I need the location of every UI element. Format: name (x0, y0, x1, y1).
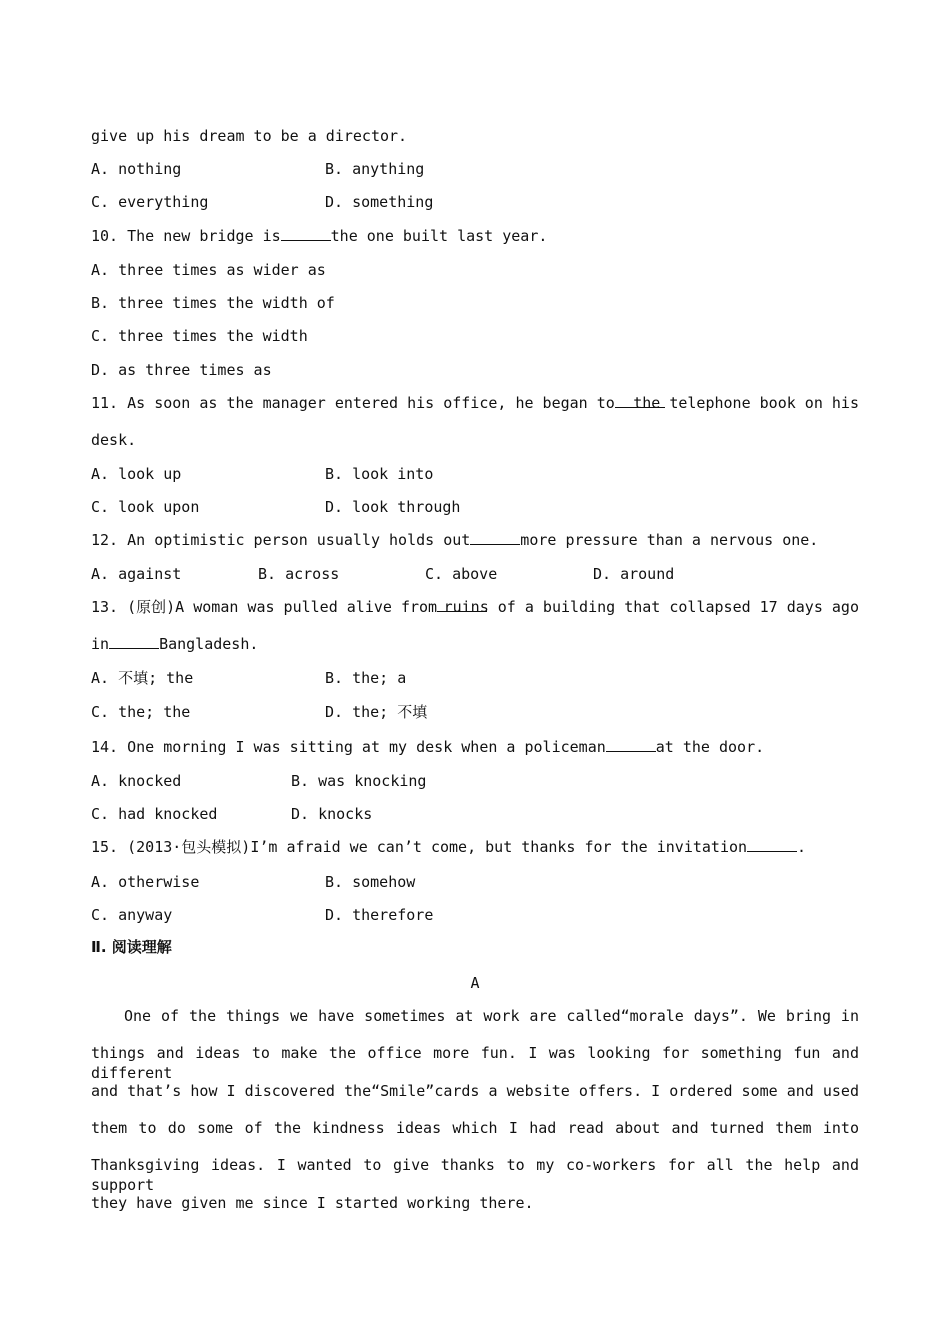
q9-options-row-1 (91, 159, 859, 179)
q13-option-b: B. the; a (325, 669, 407, 687)
q9-option-a: A. nothing (91, 160, 182, 178)
q10-stem-part-2: the one built last year. (330, 227, 548, 245)
q12-option-d: D. around (593, 565, 675, 583)
q12-options-row (91, 564, 859, 584)
q10-stem-part-1: 10. The new bridge is (91, 227, 281, 245)
q12-stem-part-1: 12. An optimistic person usually holds out (91, 531, 471, 549)
q12-stem-part-2: more pressure than a nervous one. (520, 531, 819, 549)
q12-stem (91, 530, 818, 550)
passage-line-3: and that’s how I discovered the“Smile”cards a website offers. I ordered some and used (91, 1082, 859, 1100)
q15-option-c: C. anyway (91, 906, 173, 924)
q14-option-b: B. was knocking (291, 772, 427, 790)
q10-option-d: D. as three times as (91, 361, 272, 379)
q10-answer-blank (281, 226, 331, 241)
q15-option-b: B. somehow (325, 873, 416, 891)
q11-option-a: A. look up (91, 465, 182, 483)
q11-stem-line-2: desk. (91, 431, 137, 449)
section-heading: Ⅱ. 阅读理解 (91, 938, 172, 956)
q11-stem-line-1 (91, 393, 859, 413)
passage-line-6: they have given me since I started working there. (91, 1194, 534, 1212)
passage-line-5: Thanksgiving ideas. I wanted to give thanks to my co-workers for all the help and support (91, 1156, 859, 1194)
q15-options-row-1 (91, 872, 859, 892)
q12-option-a: A. against (91, 565, 182, 583)
q11-option-b: B. look into (325, 465, 434, 483)
q11-option-d: D. look through (325, 498, 461, 516)
q9-option-c: C. everything (91, 193, 209, 211)
q13-stem-part-3: in (91, 635, 110, 653)
q11-options-row-1 (91, 464, 859, 484)
q13-stem-part-1: 13. (原创)A woman was pulled alive from (91, 598, 438, 616)
q10-option-b: B. three times the width of (91, 294, 335, 312)
q11-stem-part-2: the telephone book on his (633, 394, 859, 412)
q15-stem-part-2: . (797, 838, 807, 856)
q14-options-row-2 (91, 804, 859, 824)
q13-options-row-1 (91, 668, 859, 688)
q14-answer-blank (606, 737, 656, 752)
q15-option-d: D. therefore (325, 906, 434, 924)
q10-stem (91, 226, 547, 246)
q13-stem-part-2: ruins of a building that collapsed 17 days ago (443, 598, 859, 616)
q9-stem: give up his dream to be a director. (91, 127, 408, 145)
q14-options-row-1 (91, 771, 859, 791)
passage-line-2: things and ideas to make the office more fun. I was looking for something fun and different (91, 1044, 859, 1082)
q9-option-b: B. anything (325, 160, 425, 178)
q12-option-c: C. above (425, 565, 498, 583)
q12-answer-blank (470, 530, 520, 545)
q14-stem-part-1: 14. One morning I was sitting at my desk when a policeman (91, 738, 606, 756)
q11-option-c: C. look upon (91, 498, 200, 516)
q9-option-d: D. something (325, 193, 434, 211)
q10-option-a: A. three times as wider as (91, 261, 326, 279)
q11-stem-part-1: 11. As soon as the manager entered his office, he began to (91, 394, 615, 412)
q13-options-row-2 (91, 702, 859, 722)
q15-answer-blank (747, 837, 797, 852)
q14-option-a: A. knocked (91, 772, 182, 790)
passage-line-1: One of the things we have sometimes at work are called“morale days”. We bring in (124, 1007, 859, 1025)
q14-option-c: C. had knocked (91, 805, 218, 823)
q15-option-a: A. otherwise (91, 873, 200, 891)
q15-options-row-2 (91, 905, 859, 925)
passage-label: A (470, 974, 480, 992)
q15-stem (91, 837, 806, 857)
q13-option-a: A. 不填; the (91, 669, 194, 687)
q13-stem-line-2 (91, 634, 258, 654)
q14-stem-part-2: at the door. (655, 738, 765, 756)
q13-option-c: C. the; the (91, 703, 191, 721)
q10-option-c: C. three times the width (91, 327, 308, 345)
q9-options-row-2 (91, 192, 859, 212)
q14-option-d: D. knocks (291, 805, 373, 823)
q13-option-d: D. the; 不填 (325, 703, 428, 721)
q13-stem-line-1 (91, 597, 859, 617)
q14-stem (91, 737, 764, 757)
q15-stem-part-1: 15. (2013·包头模拟)I’m afraid we can’t come, but thanks for the invitation (91, 838, 748, 856)
q13-answer-blank-2 (109, 634, 159, 649)
q13-stem-part-4: Bangladesh. (159, 635, 259, 653)
q11-options-row-2 (91, 497, 859, 517)
q12-option-b: B. across (258, 565, 340, 583)
passage-line-4: them to do some of the kindness ideas which I had read about and turned them into (91, 1119, 859, 1137)
